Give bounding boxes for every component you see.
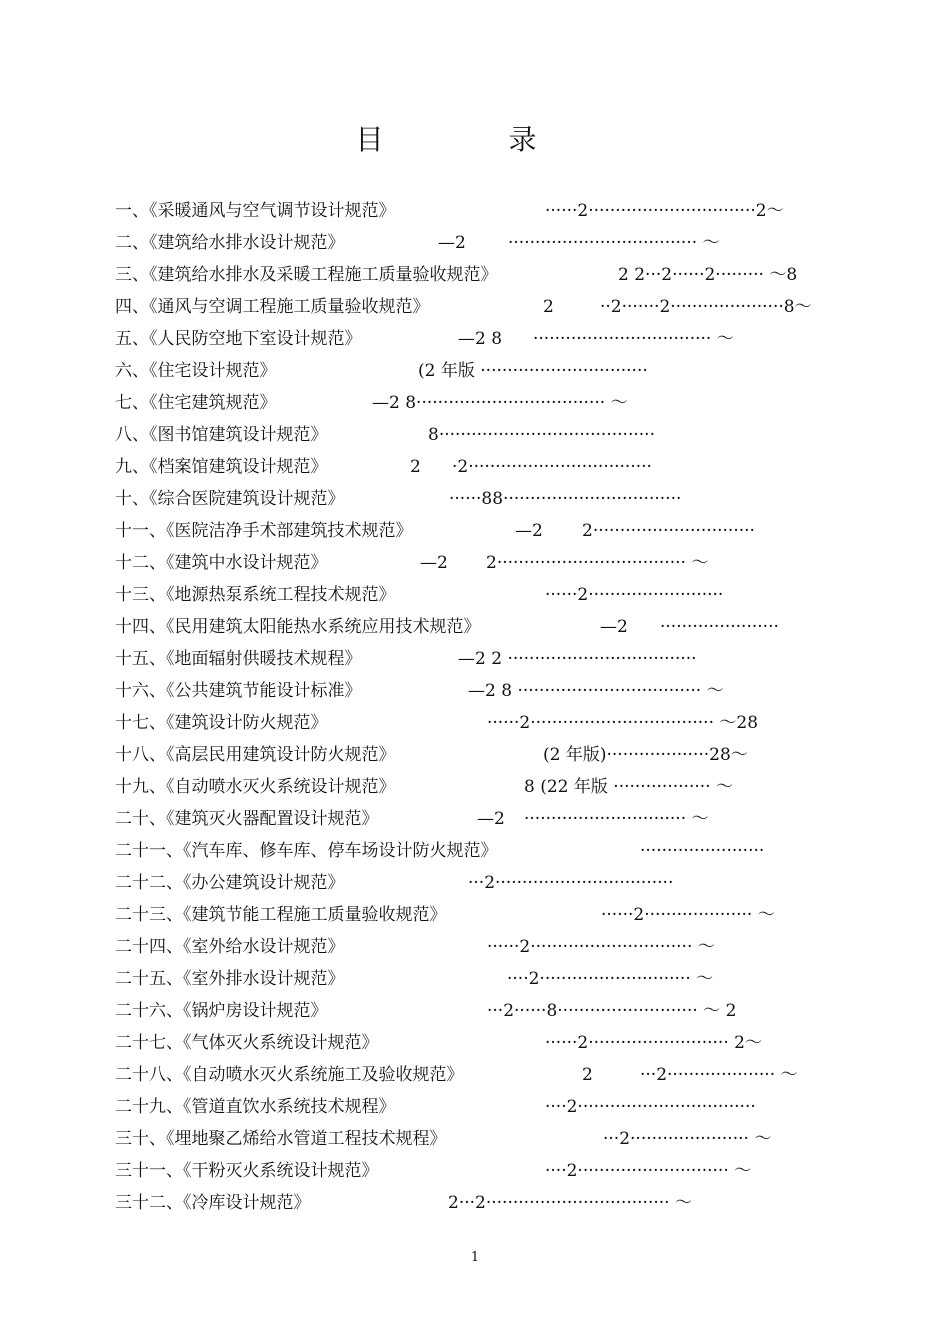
toc-entry-label: 四、《通风与空调工程施工质量验收规范》 [115, 297, 430, 317]
toc-entry-label: 二十七、《气体灭火系统设计规范》 [115, 1033, 379, 1053]
toc-entry [0, 324, 950, 356]
toc-entry-leader: ······2·································· ～28 [487, 713, 759, 733]
toc-entry-leader: ······················ [660, 617, 779, 637]
toc-entry-label: 二十六、《锅炉房设计规范》 [115, 1001, 328, 1021]
toc-entry-leader: (2 年版 ······························· [418, 361, 648, 381]
toc-entry [0, 612, 950, 644]
toc-entry-label: 二十九、《管道直饮水系统技术规程》 [115, 1097, 396, 1117]
toc-entry-leader: 8 (22 年版 ·················· ～ [524, 777, 733, 797]
toc-entry [0, 452, 950, 484]
toc-entry-leader: ···2···················· ～ [640, 1065, 798, 1085]
toc-entry-leader: 2··································· ～ [486, 553, 709, 573]
table-of-contents [0, 196, 950, 1220]
toc-entry-leader: 2 [582, 1065, 593, 1085]
toc-entry [0, 580, 950, 612]
toc-entry-leader: ····2···························· ～ [507, 969, 714, 989]
toc-entry [0, 356, 950, 388]
toc-entry-leader: —2 [515, 521, 543, 541]
toc-entry-leader: ··2·······2·····················8～ [600, 297, 812, 317]
toc-entry-leader: ······2·························· 2～ [545, 1033, 762, 1053]
toc-entry-leader: —2 [477, 809, 505, 829]
toc-entry [0, 772, 950, 804]
toc-entry-leader: —2 8 ·································· ～ [468, 681, 724, 701]
toc-entry-leader: 8········································ [428, 425, 655, 445]
toc-entry [0, 900, 950, 932]
toc-entry-label: 二十一、《汽车库、修车库、停车场设计防火规范》 [115, 841, 498, 861]
toc-entry-label: 五、《人民防空地下室设计规范》 [115, 329, 362, 349]
toc-entry-leader: —2 8··································· ～ [372, 393, 628, 413]
toc-entry [0, 996, 950, 1028]
toc-entry-label: 九、《档案馆建筑设计规范》 [115, 457, 328, 477]
toc-entry [0, 484, 950, 516]
toc-entry [0, 196, 950, 228]
toc-entry-leader: 2···2·································· ～ [448, 1193, 692, 1213]
toc-entry-leader: ····2································· [545, 1097, 756, 1117]
toc-entry-leader: ······2···················· ～ [601, 905, 775, 925]
toc-entry-leader: —2 8 [458, 329, 503, 349]
toc-entry-leader: ···2································· [468, 873, 674, 893]
toc-entry [0, 516, 950, 548]
toc-entry-label: 十三、《地源热泵系统工程技术规范》 [115, 585, 396, 605]
toc-entry [0, 740, 950, 772]
toc-entry-label: 二十、《建筑灭火器配置设计规范》 [115, 809, 379, 829]
toc-entry [0, 1028, 950, 1060]
toc-entry-label: 三十、《埋地聚乙烯给水管道工程技术规程》 [115, 1129, 447, 1149]
toc-entry-label: 三十二、《冷库设计规范》 [115, 1193, 311, 1213]
toc-entry [0, 1060, 950, 1092]
toc-entry-label: 二十五、《室外排水设计规范》 [115, 969, 345, 989]
toc-entry-label: 二十三、《建筑节能工程施工质量验收规范》 [115, 905, 447, 925]
toc-entry [0, 1188, 950, 1220]
toc-entry [0, 804, 950, 836]
toc-entry-label: 一、《采暖通风与空气调节设计规范》 [115, 201, 396, 221]
toc-entry-leader: ······2·······························2～ [545, 201, 784, 221]
toc-entry-label: 十、《综合医院建筑设计规范》 [115, 489, 345, 509]
toc-entry-label: 十六、《公共建筑节能设计标准》 [115, 681, 362, 701]
toc-entry-label: 十二、《建筑中水设计规范》 [115, 553, 328, 573]
toc-entry-label: 二十二、《办公建筑设计规范》 [115, 873, 345, 893]
toc-entry [0, 420, 950, 452]
toc-entry-leader: ······2······························ ～ [487, 937, 715, 957]
toc-entry-label: 七、《住宅建筑规范》 [115, 393, 277, 413]
toc-entry-leader: —2 [600, 617, 628, 637]
toc-entry-leader: —2 2 ··································· [458, 649, 697, 669]
toc-entry [0, 1092, 950, 1124]
toc-entry-leader: ······················· [640, 841, 765, 861]
toc-entry-label: 八、《图书馆建筑设计规范》 [115, 425, 328, 445]
toc-entry [0, 708, 950, 740]
toc-entry-label: 十九、《自动喷水灭火系统设计规范》 [115, 777, 396, 797]
toc-entry-leader: ···2······8·························· ～ 2 [487, 1001, 737, 1021]
toc-entry-label: 十八、《高层民用建筑设计防火规范》 [115, 745, 396, 765]
toc-entry-label: 十七、《建筑设计防火规范》 [115, 713, 328, 733]
toc-entry [0, 228, 950, 260]
toc-entry-label: 二、《建筑给水排水设计规范》 [115, 233, 345, 253]
page-number: 1 [470, 1250, 480, 1265]
toc-entry-leader: ······························ ～ [524, 809, 709, 829]
toc-entry-label: 十一、《医院洁净手术部建筑技术规范》 [115, 521, 413, 541]
toc-entry-leader: ··································· ～ [508, 233, 720, 253]
toc-entry [0, 932, 950, 964]
toc-entry [0, 868, 950, 900]
toc-entry-label: 二十四、《室外给水设计规范》 [115, 937, 345, 957]
toc-entry-leader: ···2······················ ～ [603, 1129, 772, 1149]
toc-entry-leader: 2······························ [582, 521, 755, 541]
toc-entry [0, 388, 950, 420]
toc-entry-leader: ······2························· [545, 585, 724, 605]
toc-entry-leader: —2 [420, 553, 448, 573]
toc-entry [0, 1156, 950, 1188]
toc-entry [0, 964, 950, 996]
toc-entry [0, 1124, 950, 1156]
toc-entry-leader: 2 [410, 457, 421, 477]
toc-entry-label: 十四、《民用建筑太阳能热水系统应用技术规范》 [115, 617, 481, 637]
toc-entry-label: 三十一、《干粉灭火系统设计规范》 [115, 1161, 379, 1181]
page-title: 目 录 [355, 123, 595, 156]
toc-entry [0, 676, 950, 708]
toc-entry-leader: ································· ～ [533, 329, 734, 349]
toc-entry-leader: 2 [543, 297, 554, 317]
toc-entry-label: 三、《建筑给水排水及采暖工程施工质量验收规范》 [115, 265, 498, 285]
toc-entry-leader: ·2·································· [452, 457, 652, 477]
toc-entry [0, 548, 950, 580]
toc-entry-leader: (2 年版)···················28～ [543, 745, 748, 765]
toc-entry-label: 六、《住宅设计规范》 [115, 361, 277, 381]
toc-entry-leader: —2 [438, 233, 466, 253]
toc-entry-label: 十五、《地面辐射供暖技术规程》 [115, 649, 362, 669]
toc-entry-label: 二十八、《自动喷水灭火系统施工及验收规范》 [115, 1065, 464, 1085]
toc-entry-leader: ····2···························· ～ [545, 1161, 752, 1181]
toc-entry [0, 836, 950, 868]
toc-entry-leader: ······88································· [449, 489, 682, 509]
toc-entry [0, 644, 950, 676]
toc-entry-leader: 2 2···2······2········· ～8 [618, 265, 798, 285]
toc-entry [0, 292, 950, 324]
toc-entry [0, 260, 950, 292]
